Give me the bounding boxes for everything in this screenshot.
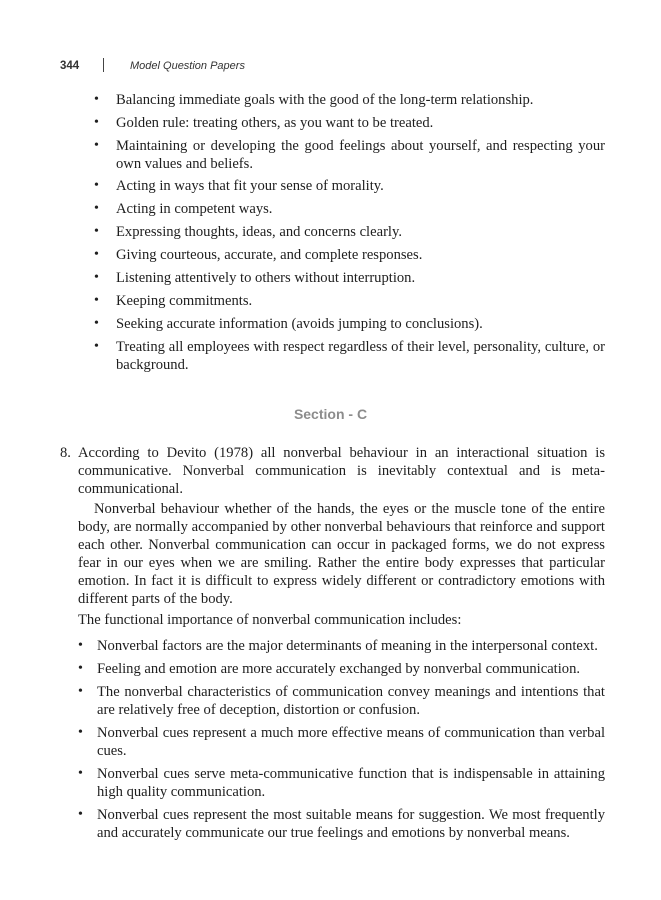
bullet-text: Acting in competent ways.	[116, 201, 273, 217]
bullet-dot: •	[94, 247, 99, 262]
section-heading: Section - C	[293, 406, 368, 422]
bullet-text: The nonverbal characteristics of communication convey meanings and intentions that are relatively free of deception, distortion or confusion.	[97, 684, 605, 718]
bullet-text: Golden rule: treating others, as you want to be treated.	[116, 115, 434, 131]
bullet-dot: •	[94, 92, 99, 107]
bullet-text: Listening attentively to others without interruption.	[116, 270, 416, 286]
bullet-dot: •	[94, 201, 99, 216]
header-separator	[103, 58, 104, 72]
bullet-text: Keeping commitments.	[116, 293, 253, 309]
bullet-dot: •	[78, 684, 83, 699]
bullet-text: Acting in ways that fit your sense of morality.	[116, 178, 384, 194]
bullet-dot: •	[94, 224, 99, 239]
bullet-dot: •	[94, 178, 99, 193]
bullet-text: Treating all employees with respect regardless of their level, personality, culture, or background.	[116, 339, 605, 373]
bullet-dot: •	[78, 807, 83, 822]
bullet-dot: •	[94, 115, 99, 130]
bullet-dot: •	[94, 138, 99, 153]
question-text: According to Devito (1978) all nonverbal behaviour in an interactional situation is communicative. Nonverbal communication is inevitably contextual and is meta-communicational.	[78, 445, 605, 497]
bullet-text: Maintaining or developing the good feelings about yourself, and respecting your own values and beliefs.	[116, 138, 605, 172]
bullet-dot: •	[78, 661, 83, 676]
bullet-dot: •	[78, 766, 83, 781]
page-number: 344	[60, 60, 80, 72]
question-number: 8.	[60, 445, 71, 461]
bullet-text: Seeking accurate information (avoids jumping to conclusions).	[116, 316, 483, 332]
bullet-text: Nonverbal cues represent a much more effective means of communication than verbal cues.	[97, 725, 605, 759]
bullet-dot: •	[78, 638, 83, 653]
bullet-dot: •	[94, 270, 99, 285]
bullet-text: Expressing thoughts, ideas, and concerns clearly.	[116, 224, 402, 240]
bullet-text: Nonverbal cues represent the most suitable means for suggestion. We most frequently and accurately communicate our true feelings and emotions by nonverbal means.	[97, 807, 605, 841]
header-title: Model Question Papers	[130, 60, 245, 72]
bullet-text: Balancing immediate goals with the good of the long-term relationship.	[116, 92, 534, 108]
body-paragraph: Nonverbal behaviour whether of the hands, the eyes or the muscle tone of the entire body, are normally accompanied by other nonverbal behaviours that reinforce and support each other. Nonverbal communication can occur in packaged forms, we do not express fear in our eyes when we are smiling. Rather the entire body expresses that particular emotion. In fact it is difficult to express widely different or contradictory emotions with different parts of the body.	[78, 501, 605, 607]
bullet-text: Nonverbal cues serve meta-communicative function that is indispensable in attaining high quality communication.	[97, 766, 605, 800]
bullet-text: Nonverbal factors are the major determinants of meaning in the interpersonal context.	[97, 638, 598, 654]
bullet-dot: •	[94, 316, 99, 331]
bullet-dot: •	[94, 293, 99, 308]
bullet-text: Feeling and emotion are more accurately exchanged by nonverbal communication.	[97, 661, 581, 677]
bullet-text: Giving courteous, accurate, and complete responses.	[116, 247, 423, 263]
bullet-dot: •	[94, 339, 99, 354]
bullet-dot: •	[78, 725, 83, 740]
intro-paragraph: The functional importance of nonverbal communication includes:	[78, 612, 462, 628]
